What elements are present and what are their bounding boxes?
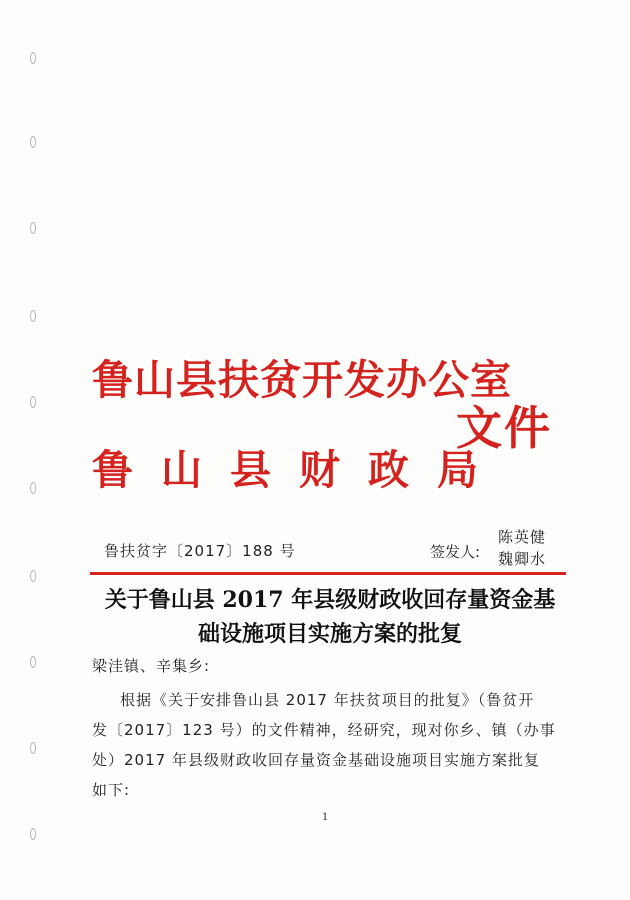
document-label: 文件 <box>456 401 552 455</box>
binding-hole-mark <box>30 222 36 234</box>
salutation: 梁洼镇、辛集乡: <box>92 657 211 675</box>
binding-hole-mark <box>30 136 36 148</box>
binding-hole-mark <box>30 828 36 840</box>
document-number: 鲁扶贫字〔2017〕188 号 <box>104 542 296 560</box>
red-separator-line <box>90 572 566 575</box>
binding-hole-mark <box>30 656 36 668</box>
binding-hole-mark <box>30 482 36 494</box>
body-line: 根据《关于安排鲁山县 2017 年扶贫项目的批复》（鲁贫开 <box>120 691 535 709</box>
binding-hole-mark <box>30 570 36 582</box>
binding-hole-mark <box>30 52 36 64</box>
body-line: 如下: <box>92 781 131 799</box>
body-line: 处）2017 年县级财政收回存量资金基础设施项目实施方案批复 <box>92 751 540 769</box>
signer-name: 魏卿水 <box>498 550 547 568</box>
document-title-line-2: 础设施项目实施方案的批复 <box>197 621 462 647</box>
issuer-poverty-office: 鲁山县扶贫开发办公室 <box>92 356 512 404</box>
page-number: 1 <box>322 812 329 823</box>
binding-hole-mark <box>30 310 36 322</box>
document-title-line-1: 关于鲁山县 2017 年县级财政收回存量资金基 <box>104 587 556 613</box>
issuer-finance-bureau: 鲁山县财政局 <box>92 446 506 494</box>
body-line: 发〔2017〕123 号）的文件精神，经研究，现对你乡、镇（办事 <box>92 721 556 739</box>
binding-hole-mark <box>30 396 36 408</box>
binding-hole-mark <box>30 742 36 754</box>
signer-label: 签发人: <box>430 543 481 561</box>
signer-names <box>498 526 546 570</box>
signer-name: 陈英健 <box>498 528 547 546</box>
